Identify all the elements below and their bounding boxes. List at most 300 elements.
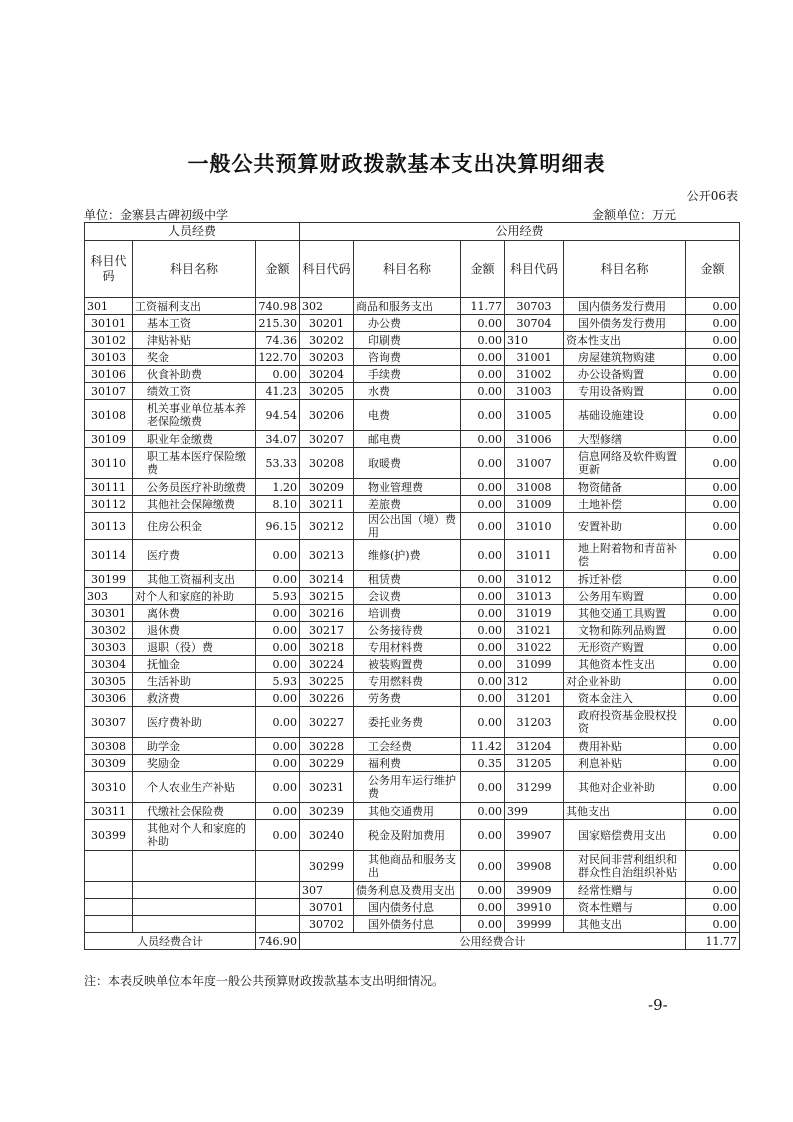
public-code-2: 39908 [505,851,564,882]
page-number: -9- [648,996,668,1014]
personnel-code: 301 [85,298,133,315]
personnel-amount [256,916,300,933]
personnel-code: 30114 [85,540,133,571]
public-code: 30228 [300,738,354,755]
public-name-2: 办公设备购置 [564,366,686,383]
public-amount: 0.00 [461,315,505,332]
public-name: 债务利息及费用支出 [354,882,461,899]
personnel-name [133,851,256,882]
personnel-code: 30309 [85,755,133,772]
public-code: 30229 [300,755,354,772]
table-row [85,332,740,349]
public-name: 其他商品和服务支出 [354,851,461,882]
public-name: 福利费 [354,755,461,772]
public-amount: 0.00 [461,882,505,899]
public-amount: 0.00 [461,899,505,916]
table-row [85,803,740,820]
public-amount-2: 0.00 [686,448,740,479]
public-amount-2: 0.00 [686,639,740,656]
personnel-name: 伙食补助费 [133,366,256,383]
public-code: 30702 [300,916,354,933]
public-code: 30213 [300,540,354,571]
personnel-name: 奖励金 [133,755,256,772]
public-name-2: 政府投资基金股权投资 [564,707,686,738]
personnel-code: 30399 [85,820,133,851]
table-row [85,513,740,540]
personnel-name: 其他社会保障缴费 [133,496,256,513]
personnel-code: 30308 [85,738,133,755]
public-amount: 0.00 [461,571,505,588]
public-amount-2: 0.00 [686,605,740,622]
personnel-code: 30110 [85,448,133,479]
public-code: 30206 [300,400,354,431]
table-row [85,315,740,332]
form-number: 公开06表 [686,189,738,203]
personnel-amount [256,851,300,882]
personnel-amount: 0.00 [256,540,300,571]
public-name-2: 大型修缮 [564,431,686,448]
personnel-total-value: 746.90 [256,933,300,950]
public-code: 30701 [300,899,354,916]
public-name: 公务用车运行维护费 [354,772,461,803]
personnel-total-label: 人员经费合计 [85,933,256,950]
public-code-2: 31299 [505,772,564,803]
personnel-name: 住房公积金 [133,513,256,540]
public-amount: 0.35 [461,755,505,772]
personnel-code: 30111 [85,479,133,496]
personnel-code: 30108 [85,400,133,431]
table-row [85,298,740,315]
public-code-2: 31099 [505,656,564,673]
public-code-2: 39999 [505,916,564,933]
public-name-2: 房屋建筑物购建 [564,349,686,366]
public-amount: 0.00 [461,366,505,383]
public-amount: 0.00 [461,803,505,820]
public-code: 30201 [300,315,354,332]
public-amount: 0.00 [461,448,505,479]
personnel-amount: 0.00 [256,571,300,588]
public-name-2: 无形资产购置 [564,639,686,656]
public-code: 30205 [300,383,354,400]
personnel-code: 30102 [85,332,133,349]
table-row [85,588,740,605]
public-name-2: 文物和陈列品购置 [564,622,686,639]
table-row [85,383,740,400]
public-name: 国外债务付息 [354,916,461,933]
personnel-name: 退休费 [133,622,256,639]
public-amount-2: 0.00 [686,332,740,349]
public-name-2: 费用补贴 [564,738,686,755]
personnel-amount: 0.00 [256,707,300,738]
personnel-name: 代缴社会保险费 [133,803,256,820]
personnel-amount: 53.33 [256,448,300,479]
table-row [85,916,740,933]
personnel-code: 30107 [85,383,133,400]
public-name: 国内债务付息 [354,899,461,916]
public-name-2: 土地补偿 [564,496,686,513]
personnel-amount: 8.10 [256,496,300,513]
public-amount: 0.00 [461,820,505,851]
personnel-code: 30307 [85,707,133,738]
money-unit-label: 金额单位：万元 [592,208,677,222]
public-name-2: 物资储备 [564,479,686,496]
personnel-amount: 0.00 [256,803,300,820]
public-code-2: 31007 [505,448,564,479]
col-header-name: 科目名称 [354,241,461,298]
personnel-code [85,899,133,916]
table-row [85,772,740,803]
personnel-name: 对个人和家庭的补助 [133,588,256,605]
col-header-code: 科目代码 [505,241,564,298]
personnel-amount: 0.00 [256,366,300,383]
personnel-code: 30109 [85,431,133,448]
table-row [85,605,740,622]
personnel-amount: 34.07 [256,431,300,448]
public-code: 30207 [300,431,354,448]
public-amount-2: 0.00 [686,656,740,673]
public-amount-2: 0.00 [686,366,740,383]
col-header-amount: 金额 [686,241,740,298]
public-code-2: 31002 [505,366,564,383]
public-code: 30214 [300,571,354,588]
public-amount: 11.77 [461,298,505,315]
public-code-2: 39910 [505,899,564,916]
public-code: 30239 [300,803,354,820]
public-amount: 0.00 [461,916,505,933]
public-amount-2: 0.00 [686,349,740,366]
public-amount-2: 0.00 [686,707,740,738]
personnel-amount [256,899,300,916]
public-amount-2: 0.00 [686,738,740,755]
personnel-code: 30302 [85,622,133,639]
public-total-label: 公用经费合计 [300,933,686,950]
public-code: 30226 [300,690,354,707]
public-amount-2: 0.00 [686,571,740,588]
personnel-name: 津贴补贴 [133,332,256,349]
public-code-2: 30704 [505,315,564,332]
group-header-row [85,223,740,241]
public-amount-2: 0.00 [686,588,740,605]
public-amount: 0.00 [461,400,505,431]
public-amount-2: 0.00 [686,755,740,772]
public-amount: 0.00 [461,772,505,803]
public-group-header: 公用经费 [300,223,740,241]
public-name-2: 地上附着物和青苗补偿 [564,540,686,571]
public-code-2: 39907 [505,820,564,851]
public-code-2: 31001 [505,349,564,366]
public-amount-2: 0.00 [686,673,740,690]
public-code: 30211 [300,496,354,513]
public-name-2: 经常性赠与 [564,882,686,899]
public-name-2: 利息补贴 [564,755,686,772]
personnel-code: 30303 [85,639,133,656]
public-name-2: 其他支出 [564,803,686,820]
public-code-2: 31013 [505,588,564,605]
public-amount: 0.00 [461,707,505,738]
public-name: 维修(护)费 [354,540,461,571]
public-name-2: 资本性赠与 [564,899,686,916]
public-amount-2: 0.00 [686,851,740,882]
personnel-name: 机关事业单位基本养老保险缴费 [133,400,256,431]
public-name: 邮电费 [354,431,461,448]
personnel-amount: 5.93 [256,588,300,605]
public-name: 工会经费 [354,738,461,755]
public-amount-2: 0.00 [686,820,740,851]
personnel-amount: 74.36 [256,332,300,349]
public-code: 30216 [300,605,354,622]
personnel-code: 30304 [85,656,133,673]
public-code-2: 31022 [505,639,564,656]
personnel-code: 30305 [85,673,133,690]
public-amount-2: 0.00 [686,479,740,496]
public-name-2: 对企业补助 [564,673,686,690]
personnel-code: 30306 [85,690,133,707]
public-amount: 0.00 [461,690,505,707]
public-name: 办公费 [354,315,461,332]
public-amount-2: 0.00 [686,803,740,820]
personnel-name: 救济费 [133,690,256,707]
public-code: 30203 [300,349,354,366]
table-row [85,707,740,738]
personnel-amount: 0.00 [256,656,300,673]
public-code-2: 31204 [505,738,564,755]
public-name: 税金及附加费用 [354,820,461,851]
public-name: 租赁费 [354,571,461,588]
public-name-2: 专用设备购置 [564,383,686,400]
public-amount-2: 0.00 [686,772,740,803]
personnel-code: 30310 [85,772,133,803]
personnel-code: 30301 [85,605,133,622]
expenditure-table [84,222,740,950]
public-name-2: 其他资本性支出 [564,656,686,673]
public-amount: 0.00 [461,656,505,673]
public-name-2: 基础设施建设 [564,400,686,431]
public-code-2: 31021 [505,622,564,639]
public-code: 30218 [300,639,354,656]
personnel-code: 30101 [85,315,133,332]
table-row [85,479,740,496]
personnel-name: 其他工资福利支出 [133,571,256,588]
table-row [85,656,740,673]
table-row [85,673,740,690]
personnel-amount: 0.00 [256,772,300,803]
public-amount: 0.00 [461,496,505,513]
table-row [85,820,740,851]
totals-row [85,933,740,950]
personnel-name [133,916,256,933]
public-amount: 0.00 [461,431,505,448]
public-name-2: 其他交通工具购置 [564,605,686,622]
column-header-row [85,241,740,298]
public-code: 30208 [300,448,354,479]
public-code: 30215 [300,588,354,605]
public-amount-2: 0.00 [686,431,740,448]
public-amount: 0.00 [461,605,505,622]
public-name: 会议费 [354,588,461,605]
public-amount: 0.00 [461,673,505,690]
personnel-name: 职业年金缴费 [133,431,256,448]
public-code: 30240 [300,820,354,851]
public-amount: 0.00 [461,622,505,639]
personnel-group-header: 人员经费 [85,223,300,241]
table-row [85,851,740,882]
public-name-2: 其他对企业补助 [564,772,686,803]
personnel-amount: 215.30 [256,315,300,332]
public-name-2: 安置补助 [564,513,686,540]
public-name-2: 信息网络及软件购置更新 [564,448,686,479]
public-name: 手续费 [354,366,461,383]
personnel-name: 生活补助 [133,673,256,690]
public-name-2: 国内债务发行费用 [564,298,686,315]
table-row [85,431,740,448]
public-name-2: 国家赔偿费用支出 [564,820,686,851]
personnel-name: 医疗费 [133,540,256,571]
public-name: 咨询费 [354,349,461,366]
table-row [85,622,740,639]
personnel-amount: 41.23 [256,383,300,400]
public-code-2: 31003 [505,383,564,400]
personnel-amount: 122.70 [256,349,300,366]
personnel-name: 其他对个人和家庭的补助 [133,820,256,851]
public-name: 委托业务费 [354,707,461,738]
public-amount: 0.00 [461,639,505,656]
public-amount-2: 0.00 [686,315,740,332]
public-code: 30202 [300,332,354,349]
personnel-name [133,882,256,899]
public-amount-2: 0.00 [686,540,740,571]
col-header-amount: 金额 [461,241,505,298]
table-row [85,349,740,366]
public-code: 30209 [300,479,354,496]
public-code: 30212 [300,513,354,540]
public-amount-2: 0.00 [686,496,740,513]
table-row [85,400,740,431]
public-total-value: 11.77 [686,933,740,950]
personnel-amount: 0.00 [256,690,300,707]
public-code: 30231 [300,772,354,803]
personnel-code [85,851,133,882]
public-code-2: 30703 [505,298,564,315]
personnel-name: 退职（役）费 [133,639,256,656]
public-amount: 0.00 [461,383,505,400]
public-name: 物业管理费 [354,479,461,496]
public-code: 302 [300,298,354,315]
table-row [85,448,740,479]
personnel-name: 公务员医疗补助缴费 [133,479,256,496]
table-row [85,882,740,899]
personnel-name [133,899,256,916]
personnel-name: 助学金 [133,738,256,755]
public-code: 30227 [300,707,354,738]
personnel-name: 个人农业生产补贴 [133,772,256,803]
personnel-name: 奖金 [133,349,256,366]
public-name: 水费 [354,383,461,400]
public-code-2: 399 [505,803,564,820]
col-header-name: 科目名称 [564,241,686,298]
public-code: 30204 [300,366,354,383]
personnel-amount: 1.20 [256,479,300,496]
public-code: 30224 [300,656,354,673]
personnel-name: 离休费 [133,605,256,622]
public-amount-2: 0.00 [686,383,740,400]
public-code-2: 31205 [505,755,564,772]
public-name: 专用燃料费 [354,673,461,690]
personnel-code: 30112 [85,496,133,513]
public-name: 因公出国（境）费用 [354,513,461,540]
table-row [85,639,740,656]
public-amount-2: 0.00 [686,298,740,315]
personnel-code [85,882,133,899]
public-name: 其他交通费用 [354,803,461,820]
personnel-amount: 96.15 [256,513,300,540]
personnel-code: 30103 [85,349,133,366]
table-row [85,540,740,571]
table-row [85,899,740,916]
public-name: 培训费 [354,605,461,622]
public-amount: 0.00 [461,479,505,496]
public-code-2: 31010 [505,513,564,540]
public-code-2: 31201 [505,690,564,707]
public-code: 307 [300,882,354,899]
personnel-code: 30106 [85,366,133,383]
table-row [85,690,740,707]
col-header-code: 科目代码 [300,241,354,298]
public-name: 被装购置费 [354,656,461,673]
public-code: 30299 [300,851,354,882]
personnel-name: 职工基本医疗保险缴费 [133,448,256,479]
public-name-2: 拆迁补偿 [564,571,686,588]
public-code-2: 31008 [505,479,564,496]
public-code: 30217 [300,622,354,639]
public-name: 印刷费 [354,332,461,349]
public-name-2: 资本金注入 [564,690,686,707]
personnel-amount [256,882,300,899]
personnel-amount: 0.00 [256,639,300,656]
public-amount-2: 0.00 [686,513,740,540]
public-name: 电费 [354,400,461,431]
public-code-2: 31019 [505,605,564,622]
personnel-amount: 94.54 [256,400,300,431]
col-header-name: 科目名称 [133,241,256,298]
public-amount: 0.00 [461,588,505,605]
unit-label: 单位：金寨县古碑初级中学 [84,208,229,222]
public-name: 劳务费 [354,690,461,707]
public-amount-2: 0.00 [686,690,740,707]
public-amount: 11.42 [461,738,505,755]
public-code-2: 31011 [505,540,564,571]
table-row [85,571,740,588]
public-name-2: 其他支出 [564,916,686,933]
public-name: 取暖费 [354,448,461,479]
personnel-code: 303 [85,588,133,605]
personnel-name: 抚恤金 [133,656,256,673]
personnel-name: 基本工资 [133,315,256,332]
public-name: 差旅费 [354,496,461,513]
personnel-amount: 0.00 [256,820,300,851]
public-code: 30225 [300,673,354,690]
public-code-2: 31009 [505,496,564,513]
public-name-2: 资本性支出 [564,332,686,349]
footnote: 注：本表反映单位本年度一般公共预算财政拨款基本支出明细情况。 [84,974,445,988]
personnel-code: 30113 [85,513,133,540]
personnel-amount: 0.00 [256,605,300,622]
public-amount: 0.00 [461,851,505,882]
public-name-2: 国外债务发行费用 [564,315,686,332]
public-name-2: 公务用车购置 [564,588,686,605]
table-row [85,738,740,755]
public-name: 商品和服务支出 [354,298,461,315]
col-header-amount: 金额 [256,241,300,298]
